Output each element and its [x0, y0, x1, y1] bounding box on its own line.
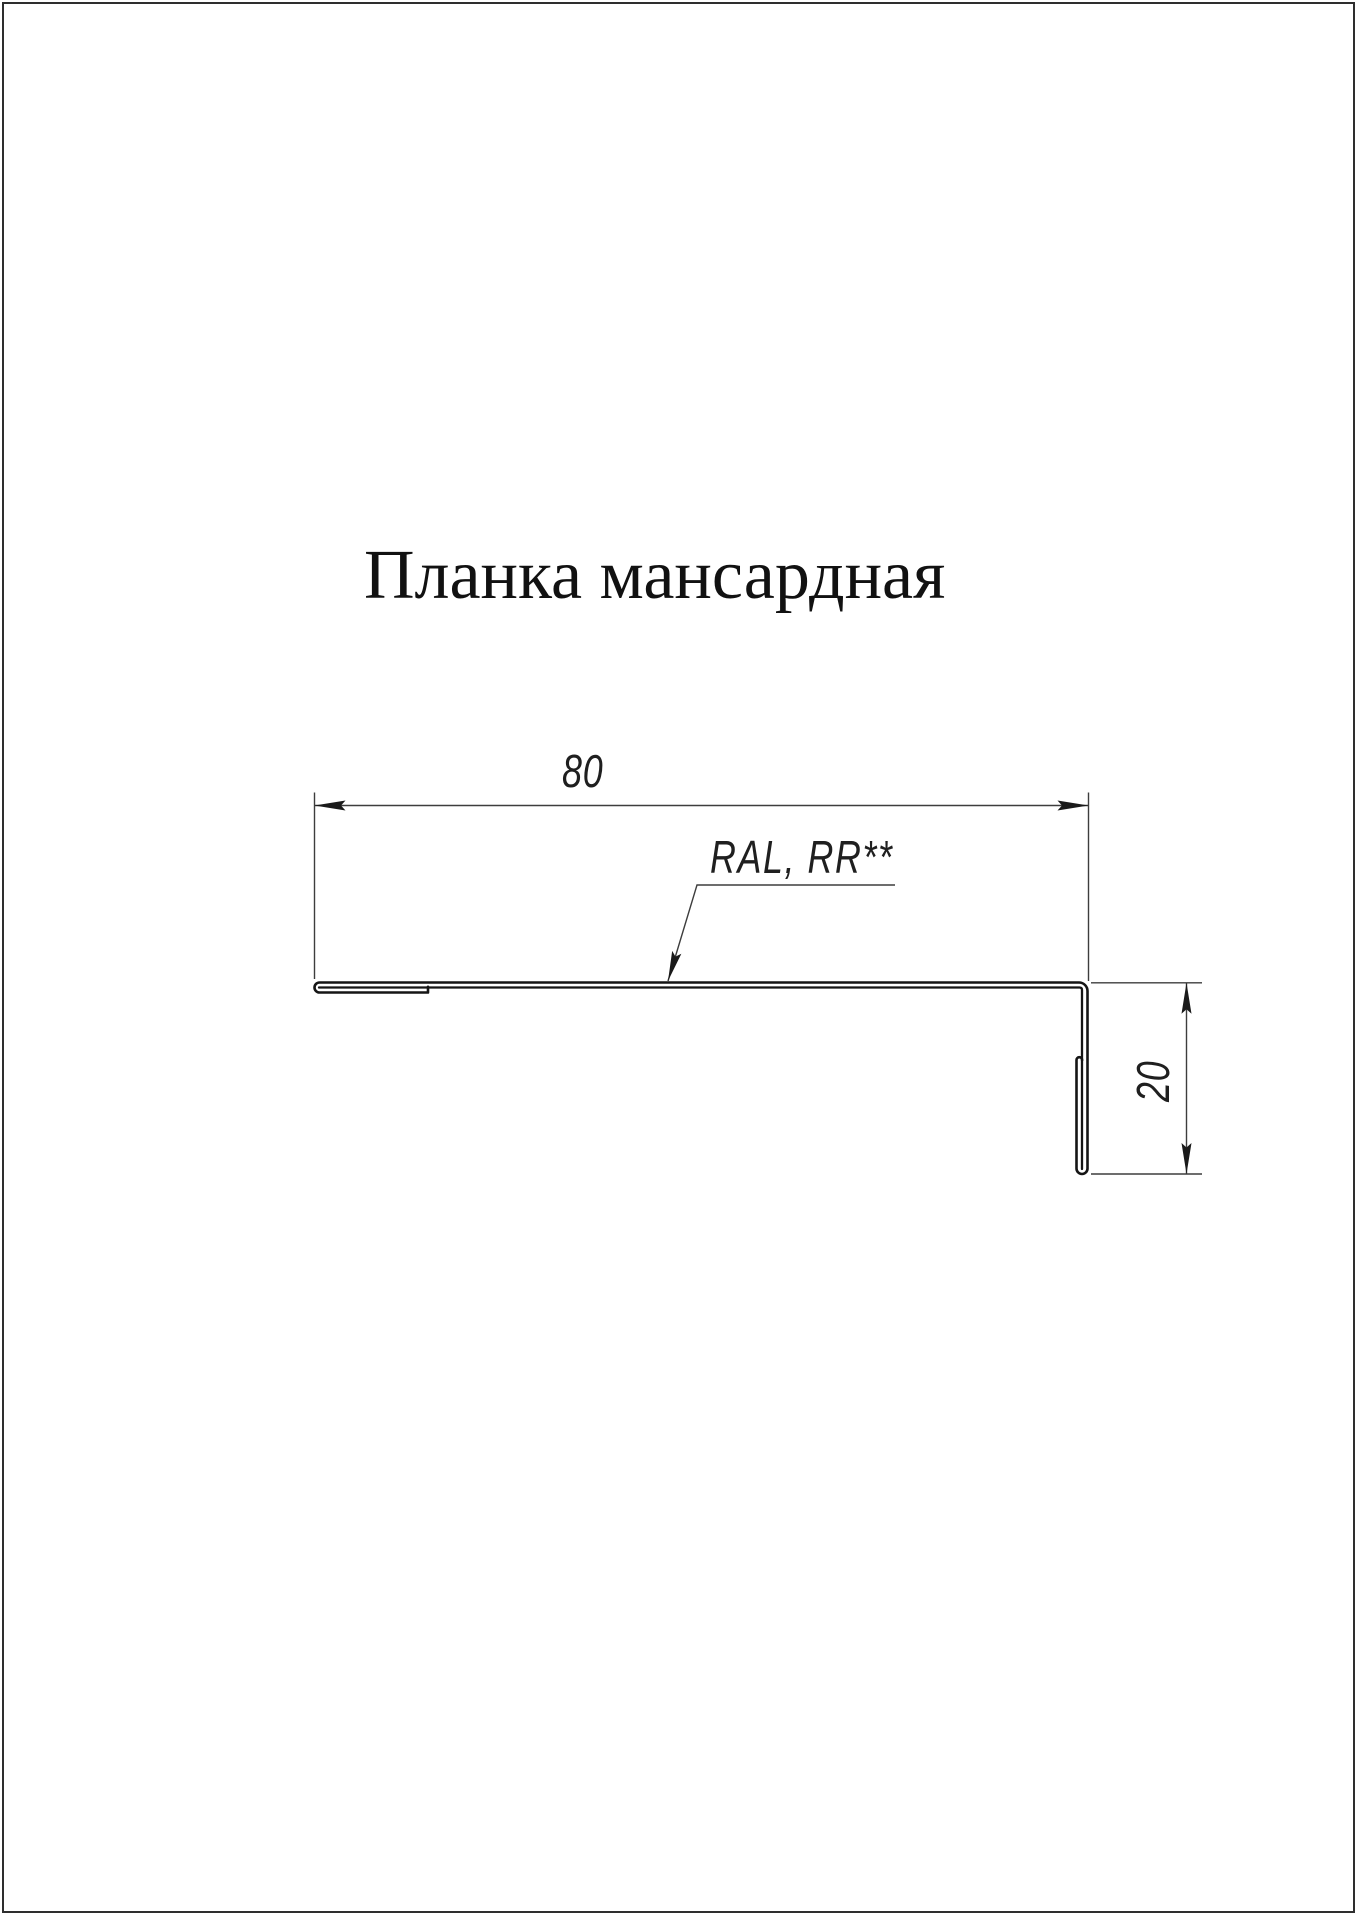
arrowhead-width-left: [315, 801, 346, 811]
dimension-height-label: 20: [1127, 1060, 1179, 1102]
coating-leader: [663, 885, 895, 982]
arrowhead-height-top: [1182, 983, 1192, 1014]
dimension-width: [315, 793, 1089, 982]
drawing-title: Планка мансардная: [364, 537, 946, 614]
arrowhead-leader: [663, 951, 681, 982]
arrowhead-height-bottom: [1182, 1143, 1192, 1174]
profile-geometry: [315, 983, 1088, 1175]
arrowhead-width-right: [1058, 801, 1089, 811]
leader-line: [668, 885, 895, 981]
profile-outline: [315, 983, 1088, 1175]
profile-inner-line: [319, 988, 1082, 1170]
dimension-width-label: 80: [562, 745, 604, 797]
coating-label: RAL, RR**: [710, 831, 894, 883]
